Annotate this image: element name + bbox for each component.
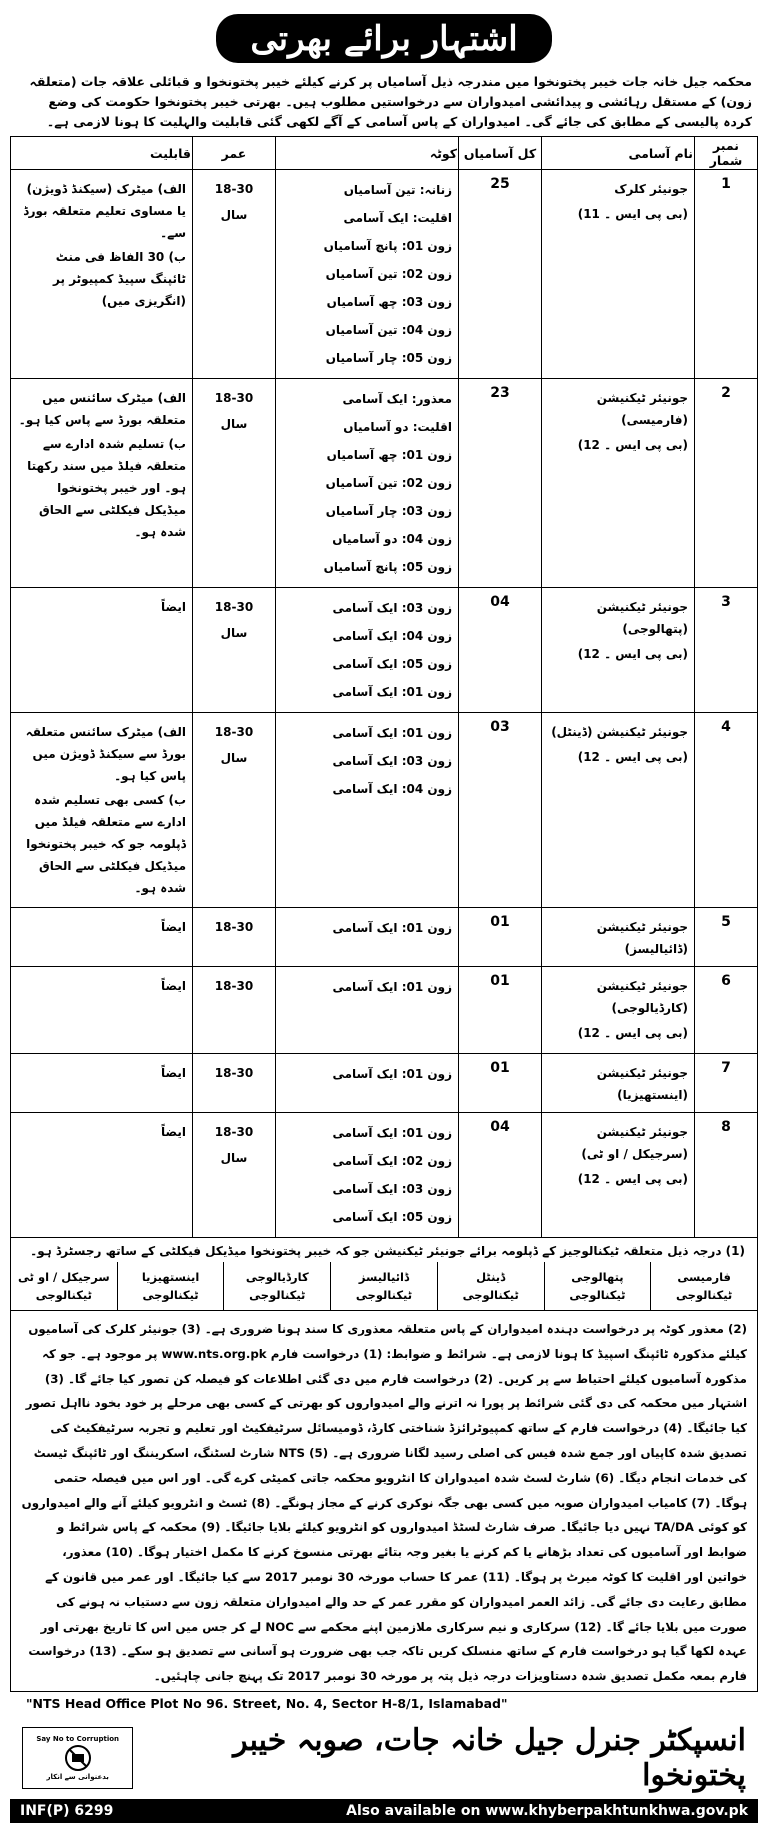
- quota-line: زون 05: ایک آسامی: [332, 657, 452, 671]
- cell-post-name: [542, 1054, 695, 1113]
- qualification-line: ب) کسی بھی تسلیم شدہ ادارے سے متعلقہ فیلڈ میں ڈپلومہ جو کہ خیبر پختونخوا میڈیکل فیکلٹی سے الحاق شدہ ہو۔: [26, 793, 186, 895]
- quota-line: زون 01: ایک آسامی: [332, 1126, 452, 1140]
- table-row: [11, 908, 758, 967]
- cell-sn: [695, 967, 758, 1054]
- age-range: 18-30: [214, 725, 254, 739]
- quota-line: زون 04: دو آسامیاں: [332, 532, 452, 546]
- cell-post-name: [542, 967, 695, 1054]
- age-range: 18-30: [214, 600, 254, 614]
- qualification-line: ایضاً: [161, 1125, 186, 1139]
- cell-post-name: [542, 713, 695, 908]
- post-scale: (بی پی ایس ۔ 11): [577, 207, 688, 221]
- table-row: [11, 379, 758, 588]
- qualification-line: الف) میٹرک سائنس میں متعلقہ بورڈ سے پاس کیا ہو۔: [18, 391, 186, 427]
- post-name: جونیئر ٹیکنیشن (پتھالوجی): [596, 600, 688, 636]
- total-value: 04: [490, 594, 510, 610]
- post-name: جونیئر ٹیکنیشن (فارمیسی): [596, 391, 688, 427]
- intro-paragraph: محکمہ جیل خانہ جات خیبر پختونخوا میں مندرجہ ذیل آسامیاں پر کرنے کیلئے خیبر پختونخوا و قبائلی علاقہ جات (متعلقہ زون) کے مستقل رہائشی و پیدائشی امیدواران سے درخواستیں مطلوب ہیں۔ بھرتی خیبر پختونخوا حکومت کی وضع کردہ پالیسی کے مطابق کی جائے گی۔ امیدواران کے پاس آسامی کے آگے لکھی گئی قابلیت والہلیت کا ہونا لازمی ہے۔: [29, 74, 752, 129]
- quota-line: زون 04: تین آسامیاں: [325, 323, 452, 337]
- technology-suffix: ٹیکنالوجی: [355, 1288, 413, 1302]
- age-unit: سال: [220, 1151, 248, 1165]
- technology-name: پتھالوجی: [571, 1270, 624, 1284]
- header-total: کل آسامیاں: [459, 137, 542, 170]
- sn-value: 2: [721, 385, 731, 401]
- quota-line: زون 03: ایک آسامی: [332, 754, 452, 768]
- qualification-line: ب) تسلیم شدہ ادارے سے متعلقہ فیلڈ میں سند رکھتا ہو۔ اور خیبر پختونخوا میڈیکل فیکلٹی سے الحاق شدہ ہو۔: [27, 437, 186, 539]
- post-name: جونیئر ٹیکنیشن (ڈینٹل): [551, 725, 688, 739]
- quota-line: زون 04: ایک آسامی: [332, 629, 452, 643]
- post-scale: (بی پی ایس ۔ 12): [577, 438, 688, 452]
- title-area: [10, 6, 758, 70]
- age-unit: سال: [220, 751, 248, 765]
- post-name: جونیئر ٹیکنیشن (ڈائیالیسز): [596, 920, 688, 956]
- cell-quota: [276, 967, 459, 1054]
- cell-sn: [695, 908, 758, 967]
- quota-line: زون 03: چار آسامیاں: [325, 504, 452, 518]
- quota-line: زون 03: ایک آسامی: [332, 601, 452, 615]
- footer-band: [10, 1717, 758, 1799]
- technology-name: کارڈیالوجی: [245, 1270, 309, 1284]
- terms-conditions: (2) معذور کوٹہ پر درخواست دہندہ امیدواران کے پاس متعلقہ معذوری کا سند ہونا ضروری ہے۔ (3) جونیئر کلرک کی آسامیوں کیلئے مذکورہ ٹائپنگ اسپیڈ کا ہونا لازمی ہے۔ شرائط و ضوابط: (1) درخواست فارم www.nts.org.pk پر موجود ہے۔ جو کہ مذکورہ آسامیوں کیلئے احتیاط سے پر کریں۔ (2) درخواست فارم میں دی گئی اطلاعات کو فیصلہ کن تصور کیا جائے گا۔ (3) اشتہار میں محکمہ کی دی گئی شرائط پر پورا نہ اترنے والے امیدواروں کو بھرتی کے کسی بھی مرحلے پر خود بخود نااہل تصور کیا جائیگا۔ (4) درخواست فارم کے ساتھ کمپیوٹرائزڈ شناختی کارڈ، ڈومیسائل سرٹیفکیٹ اور تعلیم و تجربہ سرٹیفکیٹ کی تصدیق شدہ کاپیاں اور جمع شدہ فیس کی اصلی رسید لگانا ضروری ہے۔ (5) NTS شارٹ لسٹنگ، اسکریننگ اور ٹائپنگ ٹیسٹ کی خدمات انجام دیگا۔ (6) شارٹ لسٹ شدہ امیدواران کا انٹرویو محکمہ جاتی کمیٹی کرے گی۔ اور اس میں فیصلہ حتمی ہوگا۔ (7) کامیاب امیدواران صوبہ میں کسی بھی جگہ نوکری کرنے کے مجاز ہونگے۔ (8) ٹسٹ و انٹرویو کیلئے آنے والے امیدواروں کو کوئی TA/DA نہیں دیا جائیگا۔ صرف شارٹ لسٹڈ امیدواروں کو انٹرویو کیلئے بلایا جائیگا۔ (9) محکمہ کے پاس شرائط و ضوابط اور آسامیوں کی تعداد بڑھانے یا کم کرنے یا بغیر وجہ بتائے بھرتی منسوخ کرنے کا مکمل اختیار ہوگا۔ (10) معذور، خواتین اور اقلیت کا کوٹہ میرٹ پر ہوگا۔ (11) عمر کا حساب مورخہ 30 نومبر 2017 سے کیا جائیگا۔ اور عمر میں قانون کے مطابق رعایت دی جائے گی۔ زائد العمر امیدواران کو مقرر عمر کے حد والے امیدواران متعلقہ زون سے دستیاب نہ ہونے کی صورت میں بلایا جائے گا۔ (12) سرکاری و نیم سرکاری ملازمین اپنے محکمے سے NOC لے کر جس میں اس کا تاریخ بھرتی اور عہدہ لکھا گیا ہو درخواست فارم کے ساتھ منسلک کریں تاکہ جب بھی ضرورت ہو آسانی سے تصدیق ہو سکے۔ (13) درخواست فارم بمعہ مکمل تصدیق شدہ دستاویزات درجہ ذیل پتہ پر مورخہ 30 نومبر 2017 تک پہنچ جانی چاہئیں۔: [10, 1311, 758, 1692]
- quota-line: زون 05: ایک آسامی: [332, 1210, 452, 1224]
- cell-age: [193, 713, 276, 908]
- cell-total: [459, 588, 542, 713]
- post-name: جونیئر ٹیکنیشن (سرجیکل / او ٹی): [581, 1125, 688, 1161]
- quota-line: زون 02: تین آسامیاں: [325, 476, 452, 490]
- qualification-line: ب) 30 الفاظ فی منٹ ٹائپنگ سپیڈ کمپیوٹر پر (انگریزی میں): [53, 250, 186, 308]
- cell-sn: [695, 713, 758, 908]
- technology-name: سرجیکل / او ٹی: [18, 1270, 110, 1284]
- quota-line: زون 01: چھ آسامیاں: [326, 448, 452, 462]
- cell-quota: [276, 170, 459, 379]
- cell-qualification: [11, 379, 193, 588]
- technology-cell: [650, 1262, 757, 1310]
- inf-reference: INF(P) 6299: [20, 1802, 114, 1819]
- cell-total: [459, 713, 542, 908]
- total-value: 01: [490, 973, 510, 989]
- quota-line: زون 01: ایک آسامی: [332, 726, 452, 740]
- technologies-grid: [10, 1262, 758, 1311]
- quota-line: زون 03: ایک آسامی: [332, 1182, 452, 1196]
- cell-qualification: [11, 588, 193, 713]
- quota-line: زون 03: چھ آسامیاں: [326, 295, 452, 309]
- technology-suffix: ٹیکنالوجی: [569, 1288, 626, 1302]
- table-row: [11, 713, 758, 908]
- cell-age: [193, 379, 276, 588]
- cell-total: [459, 908, 542, 967]
- quota-line: زون 05: پانچ آسامیاں: [323, 560, 452, 574]
- qualification-line: ایضاً: [161, 920, 186, 934]
- table-row: [11, 170, 758, 379]
- issuer-title: انسپکٹر جنرل جیل خانہ جات، صوبہ خیبر پختونخوا: [233, 1722, 746, 1793]
- posts-table-body: [11, 170, 758, 1238]
- cell-total: [459, 1054, 542, 1113]
- age-unit: سال: [220, 626, 248, 640]
- total-value: 01: [490, 914, 510, 930]
- cell-total: [459, 967, 542, 1054]
- technology-cell: [223, 1262, 330, 1310]
- total-value: 23: [490, 385, 510, 401]
- bottom-bar: [10, 1799, 758, 1823]
- cell-sn: [695, 1054, 758, 1113]
- technology-suffix: ٹیکنالوجی: [35, 1288, 92, 1302]
- quota-line: اقلیت: دو آسامیاں: [343, 420, 452, 434]
- technology-name: ڈینٹل: [476, 1270, 506, 1284]
- post-name: جونیئر ٹیکنیشن (کارڈیالوجی): [596, 979, 688, 1015]
- qualification-line: ایضاً: [161, 979, 186, 993]
- cell-qualification: [11, 908, 193, 967]
- table-row: [11, 1113, 758, 1238]
- qualification-line: الف) میٹرک سائنس متعلقہ بورڈ سے سیکنڈ ڈویژن میں پاس کیا ہو۔: [25, 725, 186, 783]
- quota-line: زنانہ: تین آسامیاں: [343, 183, 452, 197]
- total-value: 01: [490, 1060, 510, 1076]
- nts-address: "NTS Head Office Plot No 96. Street, No. 4, Sector H-8/1, Islamabad": [26, 1695, 508, 1711]
- cell-quota: [276, 379, 459, 588]
- post-name: جونیئر ٹیکنیشن (اینستھیزیا): [596, 1066, 688, 1102]
- cell-qualification: [11, 1113, 193, 1238]
- total-value: 03: [490, 719, 510, 735]
- total-value: 25: [490, 176, 510, 192]
- cell-sn: [695, 379, 758, 588]
- technology-cell: [330, 1262, 437, 1310]
- quota-line: زون 02: تین آسامیاں: [325, 267, 452, 281]
- page-title: اشتہار برائے بھرتی: [216, 14, 551, 63]
- age-range: 18-30: [214, 391, 254, 405]
- post-name: جونیئر کلرک: [614, 182, 688, 196]
- sn-value: 4: [721, 719, 731, 735]
- cell-post-name: [542, 170, 695, 379]
- technology-name: ڈائیالیسز: [358, 1270, 410, 1284]
- cell-total: [459, 170, 542, 379]
- cell-quota: [276, 588, 459, 713]
- table-row: [11, 1054, 758, 1113]
- technology-cell: [117, 1262, 224, 1310]
- cell-post-name: [542, 379, 695, 588]
- post-scale: (بی پی ایس ۔ 12): [577, 1172, 688, 1186]
- cell-total: [459, 1113, 542, 1238]
- cell-age: [193, 588, 276, 713]
- technology-cell: [544, 1262, 651, 1310]
- cell-qualification: [11, 170, 193, 379]
- quota-line: زون 01: ایک آسامی: [332, 980, 452, 994]
- quota-line: زون 01: پانچ آسامیاں: [323, 239, 452, 253]
- header-quota: کوٹہ: [276, 137, 459, 170]
- cell-age: [193, 967, 276, 1054]
- technology-suffix: ٹیکنالوجی: [249, 1288, 306, 1302]
- quota-line: زون 01: ایک آسامی: [332, 921, 452, 935]
- sn-value: 7: [721, 1060, 731, 1076]
- age-range: 18-30: [214, 182, 254, 196]
- cell-post-name: [542, 1113, 695, 1238]
- sn-value: 5: [721, 914, 731, 930]
- technology-name: فارمیسی ٹیکنالوجی: [676, 1270, 733, 1302]
- age-unit: سال: [220, 417, 248, 431]
- cell-quota: [276, 713, 459, 908]
- cell-total: [459, 379, 542, 588]
- qualification-line: الف) میٹرک (سیکنڈ ڈویژن) یا مساوی تعلیم متعلقہ بورڈ سے۔: [23, 182, 186, 240]
- technology-cell: [437, 1262, 544, 1310]
- post-scale: (بی پی ایس ۔ 12): [577, 1026, 688, 1040]
- post-scale: (بی پی ایس ۔ 12): [577, 647, 688, 661]
- quota-line: زون 04: ایک آسامی: [332, 782, 452, 796]
- header-qualification: قابلیت: [11, 137, 193, 170]
- anti-corruption-logo: [22, 1727, 133, 1789]
- total-value: 04: [490, 1119, 510, 1135]
- quota-line: زون 02: ایک آسامی: [332, 1154, 452, 1168]
- cell-sn: [695, 1113, 758, 1238]
- availability-link[interactable]: Also available on www.khyberpakhtunkhwa.gov.pk: [346, 1802, 748, 1819]
- cell-sn: [695, 170, 758, 379]
- technology-name: اینستھیزیا: [141, 1270, 200, 1284]
- technology-suffix: ٹیکنالوجی: [142, 1288, 199, 1302]
- qualification-line: ایضاً: [161, 1066, 186, 1080]
- quota-line: زون 05: چار آسامیاں: [325, 351, 452, 365]
- qualification-line: ایضاً: [161, 600, 186, 614]
- sn-value: 6: [721, 973, 731, 989]
- cell-quota: [276, 1054, 459, 1113]
- cell-sn: [695, 588, 758, 713]
- table-row: [11, 588, 758, 713]
- quota-line: زون 01: ایک آسامی: [332, 1067, 452, 1081]
- header-sn: نمبر شمار: [695, 137, 758, 170]
- cell-qualification: [11, 1054, 193, 1113]
- cell-post-name: [542, 588, 695, 713]
- post-scale: (بی پی ایس ۔ 12): [577, 750, 688, 764]
- sn-value: 3: [721, 594, 731, 610]
- table-header-row: [11, 137, 758, 170]
- logo-urdu-text: بدعنوانی سے انکار: [46, 1772, 109, 1781]
- technology-suffix: ٹیکنالوجی: [462, 1288, 519, 1302]
- cell-quota: [276, 908, 459, 967]
- cell-age: [193, 1054, 276, 1113]
- technologies-note: (1) درجہ ذیل متعلقہ ٹیکنالوجیز کے ڈپلومہ برائے جونیئر ٹیکنیشن جو کہ خیبر پختونخوا میڈیکل فیکلٹی کے ساتھ رجسٹرڈ ہو۔: [10, 1238, 758, 1262]
- cell-post-name: [542, 908, 695, 967]
- quota-line: زون 01: ایک آسامی: [332, 685, 452, 699]
- cell-qualification: [11, 967, 193, 1054]
- age-range: 18-30: [214, 1066, 254, 1080]
- technology-cell: [11, 1262, 117, 1310]
- age-range: 18-30: [214, 979, 254, 993]
- sn-value: 8: [721, 1119, 731, 1135]
- cell-qualification: [11, 713, 193, 908]
- logo-emblem-icon: [48, 1743, 108, 1773]
- sn-value: 1: [721, 176, 731, 192]
- cell-quota: [276, 1113, 459, 1238]
- cell-age: [193, 170, 276, 379]
- logo-text: Say No to Corruption: [36, 1734, 120, 1743]
- age-unit: سال: [220, 208, 248, 222]
- header-name: نام آسامی: [542, 137, 695, 170]
- table-row: [11, 967, 758, 1054]
- posts-table: [10, 136, 758, 1238]
- cell-age: [193, 1113, 276, 1238]
- cell-age: [193, 908, 276, 967]
- quota-line: اقلیت: ایک آسامی: [343, 211, 452, 225]
- header-age: عمر: [193, 137, 276, 170]
- age-range: 18-30: [214, 920, 254, 934]
- age-range: 18-30: [214, 1125, 254, 1139]
- quota-line: معذور: ایک آسامی: [342, 392, 452, 406]
